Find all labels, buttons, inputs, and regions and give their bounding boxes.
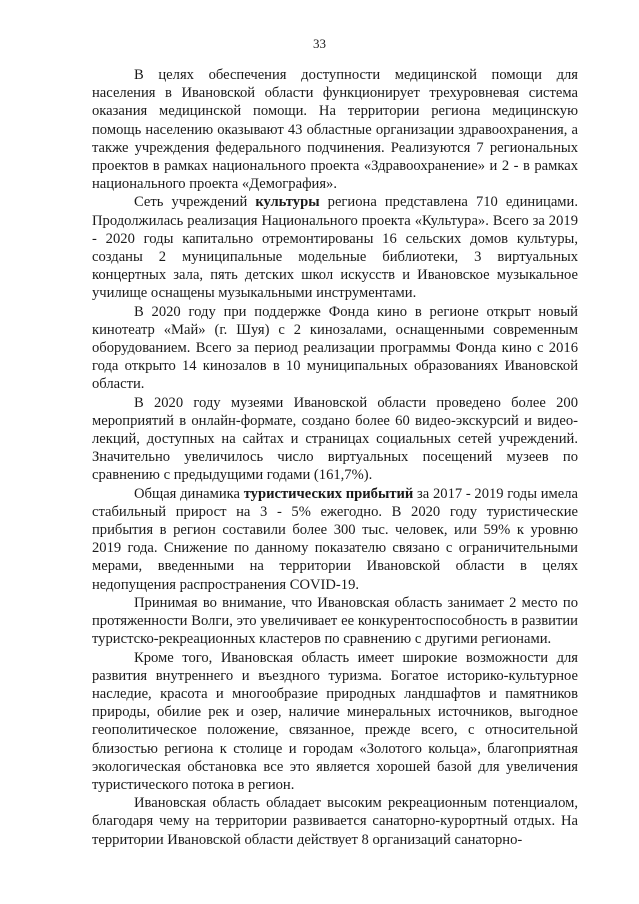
paragraph-culture bbox=[92, 193, 578, 302]
paragraph-opportunities: Кроме того, Ивановская область имеет широкие возможности для развития внутреннего и въездного туризма. Богатое историко-культурное наследие, красота и многообразие природных ландшафтов и памятников природы, обилие рек и озер, наличие минеральных источников, выгодное геополитическое положение, связанное, прежде всего, с относительной близостью региона к столице и городам «Золотого кольца», благоприятная экологическая обстановка все это является хорошей базой для увеличения туристического потока в регион. bbox=[92, 649, 578, 793]
paragraph-cinema: В 2020 году при поддержке Фонда кино в регионе открыт новый кинотеатр «Май» (г. Шуя) с 2 кинозалами, оснащенными современным оборудованием. Всего за период реализации программы Фонда кино с 2016 года открыто 14 кинозалов в 10 муниципальных образованиях Ивановской области. bbox=[92, 303, 578, 393]
paragraph-recreation: Ивановская область обладает высоким рекреационным потенциалом, благодаря чему на территории развивается санаторно-курортный отдых. На территории Ивановской области действует 8 организаций санаторно- bbox=[92, 795, 578, 848]
paragraph-culture-lead: Сеть учреждений bbox=[134, 194, 256, 211]
paragraph-tourism-rest: за 2017 - 2019 годы имела стабильный прирост на 3 - 5% ежегодно. В 2020 году туристические прибытия в регион составили более 300 тыс. человек, или 59% к уровню 2019 года. Снижение по данному показателю связано с ограничительными мерами, введенными на территории Ивановской области в целях недопущения распространения COVID-19. bbox=[92, 485, 578, 593]
paragraph-healthcare: В целях обеспечения доступности медицинской помощи для населения в Ивановской области функционирует трехуровневая система оказания медицинской помощи. На территории региона медицинскую помощь населению оказывают 43 областные организации здравоохранения, а также учреждения федерального подчинения. Реализуются 7 региональных проектов в рамках национального проекта «Здравоохранение» и 2 - в рамках национального проекта «Демография». bbox=[92, 67, 578, 193]
paragraph-museums: В 2020 году музеями Ивановской области проведено более 200 мероприятий в онлайн-формате, создано более 60 видео-экскурсий и видео-лекций, доступных на сайтах и страницах социальных сетей учреждений. Значительно увеличилось число виртуальных посещений музеев по сравнению с предыдущими годами (161,7%). bbox=[92, 394, 578, 484]
paragraph-tourism-bold-term: туристических прибытий bbox=[243, 485, 414, 502]
document-body bbox=[92, 66, 578, 849]
paragraph-culture-rest: региона представлена 710 единицами. Продолжилась реализация Национального проекта «Культура». Всего за 2019 - 2020 годы капитально отремонтированы 16 сельских домов культуры, созданы 2 муниципальные модельные библиотеки, 3 виртуальных концертных зала, пять детских школ искусств и Ивановское музыкальное училище оснащены музыкальными инструментами. bbox=[92, 194, 578, 302]
paragraph-tourism-lead: Общая динамика bbox=[134, 485, 244, 502]
page-number: 33 bbox=[313, 36, 326, 51]
paragraph-volga: Принимая во внимание, что Ивановская область занимает 2 место по протяженности Волги, это увеличивает ее конкурентоспособность в развитии туристско-рекреационных кластеров по сравнению с другими регионами. bbox=[92, 594, 578, 648]
paragraph-culture-bold-term: культуры bbox=[255, 194, 320, 211]
paragraph-tourism bbox=[92, 485, 578, 594]
